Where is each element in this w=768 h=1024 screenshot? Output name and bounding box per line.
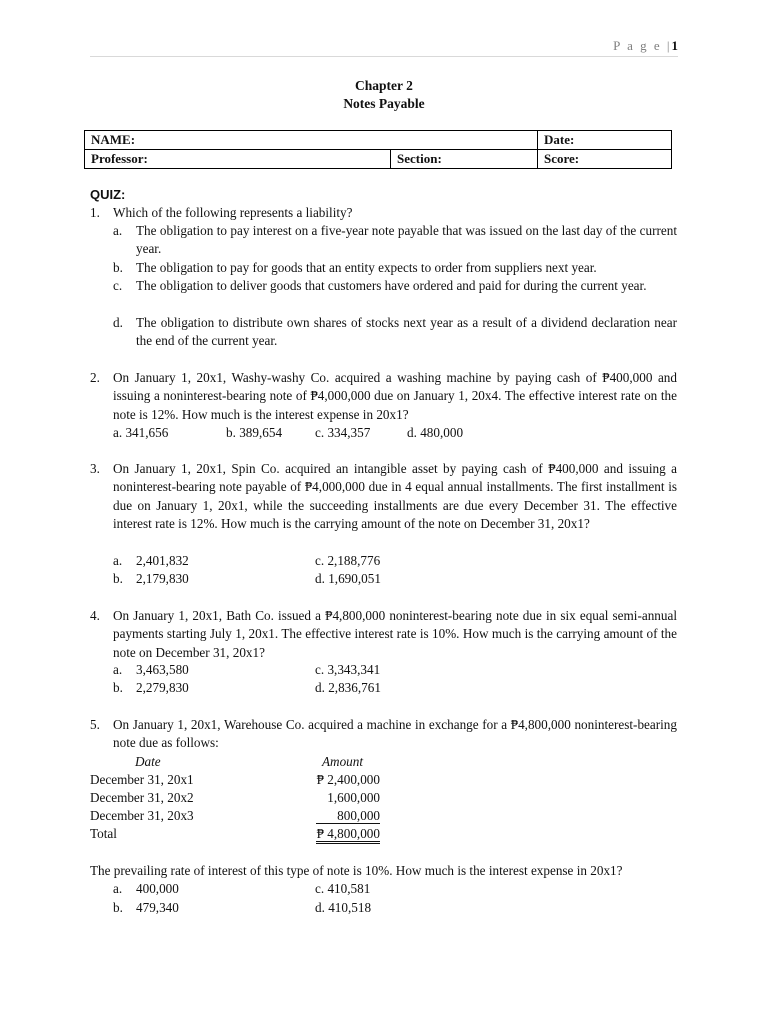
schedule-row-date: December 31, 20x3 (90, 808, 194, 823)
q1-number: 1. (90, 205, 100, 220)
q1-option-a: The obligation to pay interest on a five-year note payable that was issued on the last day of the current year. (136, 223, 677, 257)
q4-option-d: d. 2,836,761 (315, 680, 381, 695)
q2-text: On January 1, 20x1, Washy-washy Co. acquired a washing machine by paying cash of ₱400,000 and issuing a noninterest-bearing note of ₱4,000,000 due on January 1, 20x4. The effective interest rate on the note is 12%. How much is the interest expense in 20x1? (113, 370, 677, 422)
name-cell: NAME: (85, 131, 538, 150)
score-cell: Score: (538, 150, 672, 169)
q1-option-b-label: b. (113, 260, 123, 275)
q4-option-b-label: b. (113, 680, 123, 695)
q3-option-b: 2,179,830 (136, 571, 189, 586)
q4-option-c: c. 3,343,341 (315, 662, 381, 677)
q5-followup: The prevailing rate of interest of this type of note is 10%. How much is the interest expense in 20x1? (90, 863, 623, 878)
q1-option-b: The obligation to pay for goods that an entity expects to order from suppliers next year. (136, 260, 597, 275)
schedule-total-amount-value: ₱ 4,800,000 (316, 826, 380, 844)
schedule-row-amount (316, 807, 380, 825)
schedule-row-amount: 1,600,000 (327, 790, 380, 805)
q2-option-d: d. 480,000 (407, 425, 464, 440)
schedule-row-amount-value: 800,000 (316, 808, 380, 824)
q5-option-c: c. 410,581 (315, 881, 371, 896)
q2-option-a: a. 341,656 (113, 425, 169, 440)
schedule-date-header: Date (135, 754, 161, 769)
q1-text: Which of the following represents a liability? (113, 205, 353, 220)
q4-option-a-label: a. (113, 662, 123, 677)
q5-option-a: 400,000 (136, 881, 179, 896)
q2-option-b: b. 389,654 (226, 425, 283, 440)
quiz-heading: QUIZ: (90, 187, 126, 202)
section-cell: Section: (391, 150, 538, 169)
schedule-row-date: December 31, 20x2 (90, 790, 194, 805)
schedule-total-label: Total (90, 826, 117, 841)
schedule-row-date: December 31, 20x1 (90, 772, 194, 787)
q5-option-d: d. 410,518 (315, 900, 372, 915)
schedule-amount-header: Amount (322, 754, 364, 769)
q2-number: 2. (90, 370, 100, 385)
q4-text: On January 1, 20x1, Bath Co. issued a ₱4,800,000 noninterest-bearing note due in six equal semi-annual payments starting July 1, 20x1. The effective interest rate is 10%. How much is the carrying amount of the note on December 31, 20x1? (113, 608, 677, 660)
q3-option-c: c. 2,188,776 (315, 553, 381, 568)
q3-option-a: 2,401,832 (136, 553, 189, 568)
q5-option-b: 479,340 (136, 900, 179, 915)
q1-option-a-label: a. (113, 223, 123, 238)
q1-option-c-label: c. (113, 278, 123, 293)
q1-option-d: The obligation to distribute own shares of stocks next year as a result of a dividend declaration near the end of the current year. (136, 315, 677, 349)
q5-text: On January 1, 20x1, Warehouse Co. acquired a machine in exchange for a ₱4,800,000 noninterest-bearing note due as follows: (113, 717, 677, 751)
q5-option-b-label: b. (113, 900, 123, 915)
q3-option-a-label: a. (113, 553, 123, 568)
schedule-total-amount (316, 825, 380, 844)
chapter-subject: Notes Payable (343, 96, 425, 111)
q5-number: 5. (90, 717, 100, 732)
page-label: P a g e | (613, 38, 672, 53)
professor-cell: Professor: (85, 150, 391, 169)
q5-option-a-label: a. (113, 881, 123, 896)
schedule-row-amount: ₱ 2,400,000 (316, 772, 380, 787)
page-header (90, 38, 678, 57)
student-info-table (84, 130, 672, 169)
q3-option-b-label: b. (113, 571, 123, 586)
date-cell: Date: (538, 131, 672, 150)
q1-option-d-label: d. (113, 315, 123, 330)
q4-number: 4. (90, 608, 100, 623)
q3-option-d: d. 1,690,051 (315, 571, 381, 586)
page-number: 1 (671, 38, 678, 53)
q3-number: 3. (90, 461, 100, 476)
chapter-title: Chapter 2 (355, 78, 413, 93)
q1-option-c: The obligation to deliver goods that customers have ordered and paid for during the current year. (136, 278, 647, 293)
q3-text: On January 1, 20x1, Spin Co. acquired an intangible asset by paying cash of ₱400,000 and issuing a noninterest-bearing note payable of ₱4,000,000 due in 4 equal annual installments. The first installment is due on January 1, 20x1, while the succeeding installments are due every December 31. The effective interest rate is 12%. How much is the carrying amount of the note on December 31, 20x1? (113, 461, 677, 531)
q4-option-b: 2,279,830 (136, 680, 189, 695)
q2-option-c: c. 334,357 (315, 425, 371, 440)
q4-option-a: 3,463,580 (136, 662, 189, 677)
